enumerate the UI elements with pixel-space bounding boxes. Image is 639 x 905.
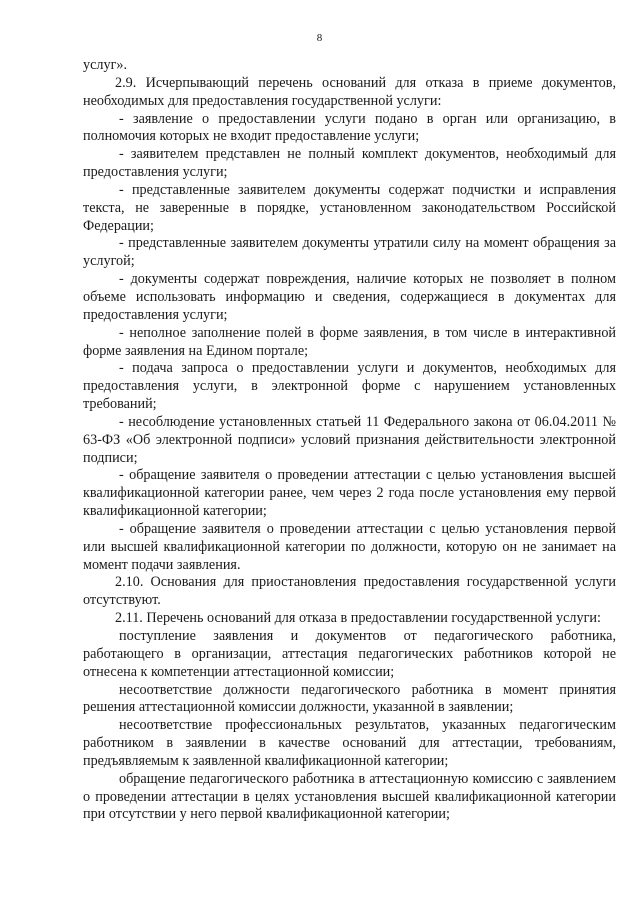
list-item: - подача запроса о предоставлении услуги и документов, необходимых для предоставления услуги, в электронной форме с нарушением установленных требований; bbox=[83, 360, 616, 413]
list-item: поступление заявления и документов от педагогического работника, работающего в организации, аттестация педагогических работников которой не отнесена к компетенции аттестационной комиссии; bbox=[83, 628, 616, 680]
document-body bbox=[83, 57, 616, 824]
paragraph-2-10: 2.10. Основания для приостановления предоставления государственной услуги отсутствуют. bbox=[83, 574, 616, 609]
list-item: - заявителем представлен не полный комплект документов, необходимый для предоставления услуги; bbox=[83, 146, 616, 181]
page-number: 8 bbox=[316, 32, 323, 44]
list-item: обращение педагогического работника в аттестационную комиссию с заявлением о проведении аттестации в целях установления высшей квалификационной категории при отсутствии у него первой квалификационной категории; bbox=[83, 770, 616, 823]
list-item: - обращение заявителя о проведении аттестации с целью установления первой или высшей квалификационной категории по должности, которую он не занимает на момент подачи заявления. bbox=[83, 520, 616, 573]
list-item: - заявление о предоставлении услуги подано в орган или организацию, в полномочия которых не входит предоставление услуги; bbox=[83, 110, 616, 145]
list-item: - неполное заполнение полей в форме заявления, в том числе в интерактивной форме заявления на Едином портале; bbox=[83, 324, 616, 359]
list-item: - представленные заявителем документы утратили силу на момент обращения за услугой; bbox=[83, 235, 616, 270]
paragraph-2-9-heading: 2.9. Исчерпывающий перечень оснований для отказа в приеме документов, необходимых для предоставления государственной услуги: bbox=[83, 74, 616, 109]
list-item: несоответствие профессиональных результатов, указанных педагогическим работником в заявлении в качестве оснований для аттестации, требованиям, предъявляемым к заявленной квалификационной категории; bbox=[83, 717, 616, 769]
list-item: - несоблюдение установленных статьей 11 Федерального закона от 06.04.2011 № 63-ФЗ «Об электронной подписи» условий признания действительности электронной подписи; bbox=[83, 413, 616, 466]
list-item: - обращение заявителя о проведении аттестации с целью установления высшей квалификационной категории ранее, чем через 2 года после установления ему первой квалификационной категории; bbox=[83, 467, 616, 520]
paragraph-continuation: услуг». bbox=[83, 57, 128, 73]
paragraph-2-11-heading: 2.11. Перечень оснований для отказа в предоставлении государственной услуги: bbox=[115, 610, 601, 627]
list-item: несоответствие должности педагогического работника в момент принятия решения аттестационной комиссии должности, указанной в заявлении; bbox=[83, 681, 616, 716]
list-item: - представленные заявителем документы содержат подчистки и исправления текста, не заверенные в порядке, установленном законодательством Российской Федерации; bbox=[83, 181, 616, 234]
list-item: - документы содержат повреждения, наличие которых не позволяет в полном объеме использовать информацию и сведения, содержащиеся в документах для предоставления услуги; bbox=[83, 271, 616, 323]
